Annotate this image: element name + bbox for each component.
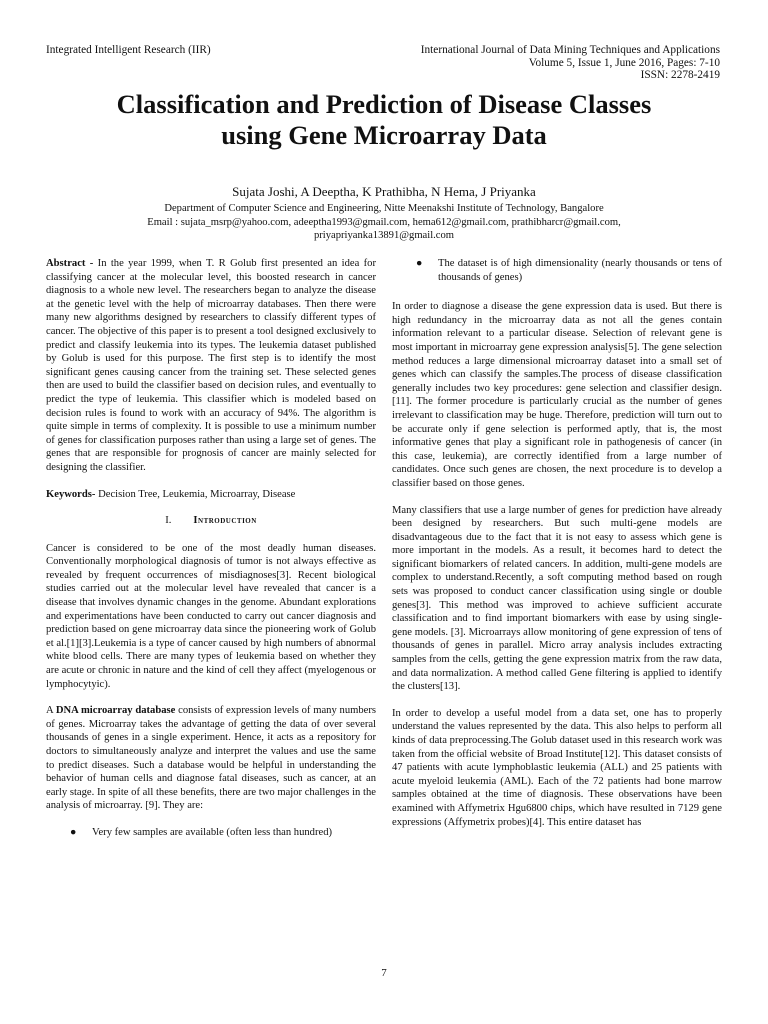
challenge-list-cont	[392, 257, 722, 284]
section-heading-introduction	[46, 514, 376, 528]
affiliation: Department of Computer Science and Engineering, Nitte Meenakshi Institute of Technology, Bangalore	[164, 203, 604, 214]
list-item: ● The dataset is of high dimensionality (nearly thousands or tens of thousands of genes)	[416, 258, 722, 283]
paper-title: Classification and Prediction of Disease Classes using Gene Microarray Data	[116, 89, 652, 150]
intro-paragraph-2: A DNA microarray database consists of expression levels of many numbers of genes. Microarray takes the advantage of getting the data of over several thousands of genes in a single experiment. Hence, it acts as a repository for doctors to simultaneously analyze and interpret the values and use the same to predict diseases. Such a database would be helpful in understanding the behavior of human cells and diagnose fatal diseases, such as cancer, at an early stage. In spite of all these benefits, there are two major challenges in the analysis of microarray. [9]. They are:	[46, 705, 376, 812]
right-column	[392, 257, 722, 842]
body-paragraph-2: Many classifiers that use a large number of genes for prediction have already been designed by researchers. But such multi-gene models are disadvantageous due to the fact that it is not easy to assess which gene is more important in the models. As a result, it becomes hard to detect the significant biomarkers of related cancers. In addition, multi-gene models are complex to understand.Recently, a soft computing method based on rough sets was proposed to conduct cancer classification using single or double genes[3]. This method was improved to achieve sufficient accurate classification and to find important biomarkers with ease by using single-gene models. [3]. Microarrays allow monitoring of gene expression of tens of thousands of genes in parallel. Micro array analysis includes extracting samples from the cells, getting the gene expression matrix from the raw data, and data normalization. A method called Gene filtering is applied to identify the clusters[13].	[392, 504, 722, 693]
list-item: ● Very few samples are available (often less than hundred)	[70, 826, 333, 838]
keywords	[46, 488, 376, 502]
abstract	[46, 257, 376, 475]
keywords-text: Decision Tree, Leukemia, Microarray, Disease	[95, 488, 296, 500]
affiliation-block	[40, 202, 728, 243]
challenge-list	[46, 826, 376, 840]
section-title: Introduction	[193, 515, 257, 527]
body-paragraph-1: In order to diagnose a disease the gene expression data is used. But there is high redundancy in the microarray data as not all the genes contain information relevant to a particular disease. Selection of relevant gene is most important in microarray gene expression analysis[5]. The gene selection method reduces a large dimensional microarray dataset into a small set of genes which can classify the samples.The process of disease classification generally includes two key procedures: gene selection and classifier design. [11]. The former procedure is particularly crucial as the number of genes irrelevant to classification may be huge. Therefore, prediction will turn out to be accurate only if gene selection is performed aptly, that is, the most informative genes that play a significant role in pathogenesis of cancer (in this case, leukemia), are correctly identified from a large number of candidates. Once such genes are chosen, the next procedure is to develop a classifier based on those genes.	[392, 301, 722, 489]
dna-microarray-term: DNA microarray database	[55, 705, 176, 717]
journal-name: International Journal of Data Mining Techniques and Applications	[420, 44, 720, 56]
abstract-text: In the year 1999, when T. R Golub first presented an idea for classifying cancer at the molecular level, this boosted research in cancer diagnosis to a whole new level. The researchers began to analyze the disease at the genetic level with the help of microarray databases. Then there were many new algorithms designed by researchers to classify different types of cancer. The objective of this paper is to present a tool designed exclusively to predict and classify leukemia into its types. The leukemia dataset published by Golub is used for this purpose. The first step is to identify the most significant genes causing cancer from the training set. These selected genes then are used to build the classifier based on decision rules, and eventually to predict the type of leukemia. This classifier which is modeled based on decision rules is found to work with an accuracy of 94%. The algorithm is quite simple in terms of complexity. It is possible to use a minimum number of genes for classification purposes rather than using a large set of genes. The genes that are responsible for prognosis of cancer are mainly selected for designing the classifier.	[46, 258, 376, 473]
keywords-label: Keywords-	[46, 488, 96, 500]
volume-info: Volume 5, Issue 1, June 2016, Pages: 7-10	[528, 56, 720, 69]
body-paragraph-3: In order to develop a useful model from a data set, one has to properly understand the values represented by the data. This also helps to perform all kinds of data preprocessing.The Golub dataset used in this research work was taken from the official website of Broad Institute[12]. This dataset consists of 47 patients with acute lymphoblastic leukemia (ALL) and 25 patients with acute myeloid leukemia (AML). Each of the 72 patients had bone marrow samples obtained at the time of diagnosis. These observations have been examined with Affymetrix Hgu6800 chips, which have resulted in 7129 gene expressions (Affymetrix probes)[4]. This entire dataset has	[392, 707, 722, 828]
left-column	[46, 257, 376, 852]
intro-paragraph-1: Cancer is considered to be one of the most deadly human diseases. Conventionally morphological diagnosis of tumor is not always effective as revealed by frequent occurrences of misdiagnoses[3]. Recent biological studies carried out at the molecular level have revealed that cancer is a disease that involves dynamic changes in the genome. Abundant explorations and experimentations have been conducted to carry out cancer diagnosis and prediction based on gene microarray data since the pioneering work of Golub et al.[1][3].Leukemia is a type of cancer caused by high numbers of abnormal white blood cells. There are many types of leukemia based on whether they are acute or chronic in nature and the kind of cell they affect (myelogenous or lymphocytyic).	[46, 542, 376, 690]
abstract-label: Abstract -	[46, 258, 94, 269]
email-list-cont: priyapriyanka13891@gmail.com	[313, 230, 455, 242]
page-number: 7	[381, 967, 387, 979]
bullet-icon: ●	[416, 258, 423, 269]
running-header-right	[421, 44, 720, 82]
section-number: I.	[165, 515, 172, 527]
email-list: Email : sujata_msrp@yahoo.com, adeeptha1993@gmail.com, hema612@gmail.com, prathibharcr@gmail.com,	[147, 216, 621, 228]
issn: ISSN: 2278-2419	[640, 69, 720, 82]
author-list: Sujata Joshi, A Deeptha, K Prathibha, N Hema, J Priyanka	[232, 184, 536, 199]
running-header-left: Integrated Intelligent Research (IIR)	[46, 44, 211, 56]
bullet-icon: ●	[70, 826, 77, 838]
